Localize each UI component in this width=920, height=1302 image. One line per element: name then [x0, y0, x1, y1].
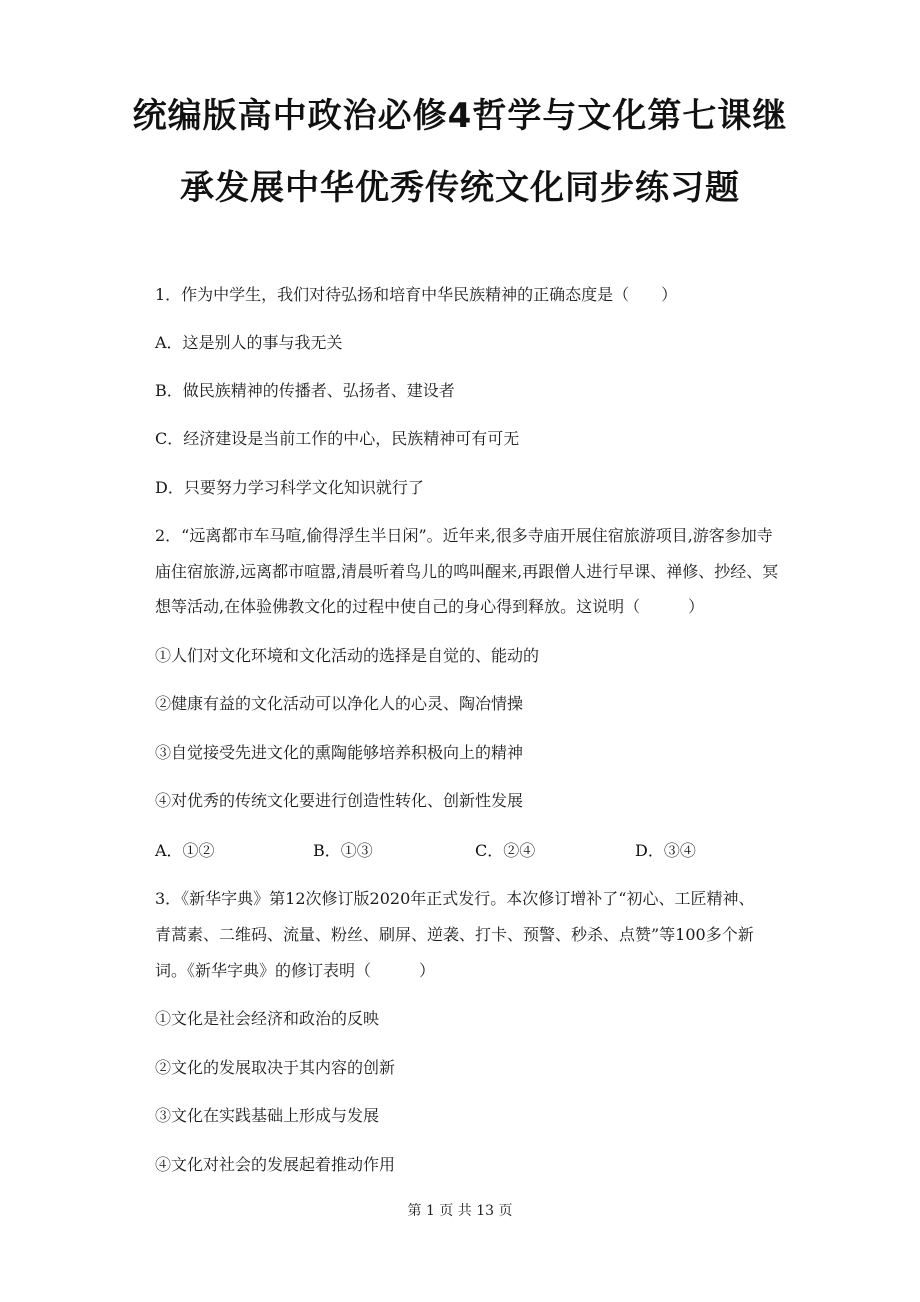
- question-stem-line: 3．《新华字典》第12次修订版2020年正式发行。本次修订增补了“初心、工匠精神、: [155, 889, 755, 908]
- statement-1: ①人们对文化环境和文化活动的选择是自觉的、能动的: [155, 646, 540, 665]
- statement-4: ④文化对社会的发展起着推动作用: [155, 1155, 396, 1174]
- question-stem-line: 庙住宿旅游,远离都市喧嚣,清晨听着鸟儿的鸣叫醒来,再跟僧人进行早课、禅修、抄经、冥: [155, 562, 779, 581]
- statement-1: ①文化是社会经济和政治的反映: [155, 1009, 380, 1028]
- choice-b: B．①③: [313, 841, 373, 860]
- option-d: D．只要努力学习科学文化知识就行了: [155, 478, 424, 497]
- choice-d: D．③④: [635, 841, 696, 860]
- title-line-1: 统编版高中政治必修4哲学与文化第七课继: [132, 96, 788, 136]
- question-stem-line: 想等活动,在体验佛教文化的过程中使自己的身心得到释放。这说明（ ）: [155, 597, 705, 616]
- statement-2: ②文化的发展取决于其内容的创新: [155, 1058, 396, 1077]
- option-c: C．经济建设是当前工作的中心，民族精神可有可无: [155, 429, 520, 448]
- question-stem-line: 词。《新华字典》的修订表明（ ）: [155, 961, 436, 980]
- page-number-footer: 第 1 页 共 13 页: [407, 1203, 513, 1219]
- choice-a: A．①②: [155, 841, 215, 860]
- question-stem-line: 2．“远离都市车马喧,偷得浮生半日闲”。近年来,很多寺庙开展住宿旅游项目,游客参加寺: [155, 526, 773, 545]
- option-a: A．这是别人的事与我无关: [155, 333, 343, 352]
- statement-3: ③自觉接受先进文化的熏陶能够培养积极向上的精神: [155, 743, 524, 762]
- question-stem: 1．作为中学生，我们对待弘扬和培育中华民族精神的正确态度是（ ）: [155, 285, 678, 304]
- option-b: B．做民族精神的传播者、弘扬者、建设者: [155, 381, 455, 400]
- title-line-2: 承发展中华优秀传统文化同步练习题: [180, 168, 740, 208]
- question-stem-line: 青蒿素、二维码、流量、粉丝、刷屏、逆袭、打卡、预警、秒杀、点赞”等100多个新: [155, 925, 754, 944]
- statement-4: ④对优秀的传统文化要进行创造性转化、创新性发展: [155, 791, 524, 810]
- statement-2: ②健康有益的文化活动可以净化人的心灵、陶冶情操: [155, 694, 524, 713]
- choice-c: C．②④: [475, 841, 536, 860]
- statement-3: ③文化在实践基础上形成与发展: [155, 1106, 380, 1125]
